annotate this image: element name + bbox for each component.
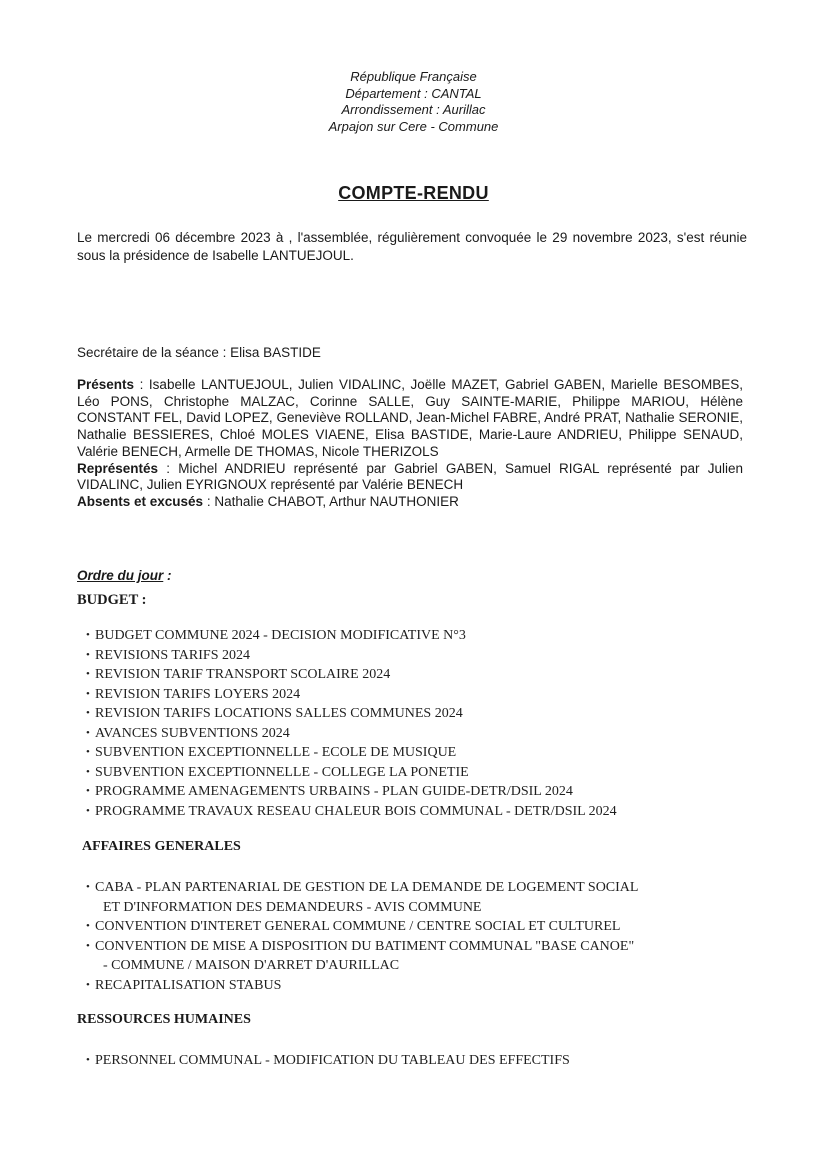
document-header bbox=[0, 69, 827, 135]
presents-label: Présents bbox=[77, 377, 135, 392]
representes-paragraph bbox=[77, 461, 743, 494]
list-item bbox=[86, 917, 638, 937]
header-republique: République Française bbox=[350, 69, 477, 84]
list-item: • SUBVENTION EXCEPTIONNELLE - ECOLE DE MUSIQUE bbox=[86, 743, 617, 763]
absents-label: Absents et excusés bbox=[77, 493, 204, 509]
representes-label: Représentés bbox=[77, 460, 159, 476]
list-item: • AVANCES SUBVENTIONS 2024 bbox=[86, 724, 617, 744]
list-item-line1: CONVENTION DE MISE A DISPOSITION DU BATIMENT COMMUNAL "BASE CANOE" bbox=[95, 938, 635, 954]
document-title: COMPTE-RENDU bbox=[338, 183, 489, 203]
list-item: • REVISION TARIFS LOCATIONS SALLES COMMUNES 2024 bbox=[86, 704, 617, 724]
presents-list: : Isabelle LANTUEJOUL, Julien VIDALINC, Joëlle MAZET, Gabriel GABEN, Marielle BESOMBES, Léo PONS, Christophe MALZAC, Corinne SALLE, Guy SAINTE-MARIE, Philippe MARIOU, Hélène CONSTANT FEL, David LOPEZ, Geneviève ROLLAND, Jean-Michel FABRE, André PRAT, Nathalie SERONIE, Nathalie BESSIERES, Chloé MOLES VIAENE, Elisa BASTIDE, Marie-Laure ANDRIEU, Philippe SENAUD, Valérie BENECH, Armelle DE THOMAS, Nicole THERIZOLS bbox=[77, 377, 743, 459]
representes-list: : Michel ANDRIEU représenté par Gabriel GABEN, Samuel RIGAL représenté par Julien VIDALINC, Julien EYRIGNOUX représenté par Valérie BENECH bbox=[77, 460, 743, 493]
list-item-line2: ET D'INFORMATION DES DEMANDEURS - AVIS COMMUNE bbox=[103, 899, 482, 915]
list-item: • PERSONNEL COMMUNAL - MODIFICATION DU TABLEAU DES EFFECTIFS bbox=[86, 1051, 570, 1071]
list-item: • REVISION TARIFS LOYERS 2024 bbox=[86, 685, 617, 705]
list-item: • REVISION TARIF TRANSPORT SCOLAIRE 2024 bbox=[86, 665, 617, 685]
list-item-line1: CABA - PLAN PARTENARIAL DE GESTION DE LA DEMANDE DE LOGEMENT SOCIAL bbox=[95, 880, 639, 895]
presents-paragraph bbox=[77, 377, 743, 461]
list-item-line1: RECAPITALISATION STABUS bbox=[95, 977, 282, 993]
affaires-list bbox=[86, 878, 638, 995]
agenda-heading-label: Ordre du jour bbox=[77, 568, 164, 583]
agenda-heading-suffix: : bbox=[163, 568, 172, 583]
list-item bbox=[86, 976, 638, 996]
section-title-budget: BUDGET : bbox=[77, 592, 147, 608]
list-item: • SUBVENTION EXCEPTIONNELLE - COLLEGE LA PONETIE bbox=[86, 763, 617, 783]
attendance-block bbox=[77, 377, 743, 511]
section-title-rh: RESSOURCES HUMAINES bbox=[77, 1012, 251, 1027]
budget-list bbox=[86, 626, 617, 821]
rh-list bbox=[86, 1051, 570, 1071]
section-title-affaires: AFFAIRES GENERALES bbox=[82, 839, 241, 854]
list-item bbox=[86, 878, 638, 917]
absents-list: : Nathalie CHABOT, Arthur NAUTHONIER bbox=[203, 493, 459, 509]
list-item: • BUDGET COMMUNE 2024 - DECISION MODIFICATIVE N°3 bbox=[86, 626, 617, 646]
intro-paragraph: Le mercredi 06 décembre 2023 à , l'assemblée, régulièrement convoquée le 29 novembre 2023, s'est réunie sous la présidence de Isabelle LANTUEJOUL. bbox=[77, 230, 747, 263]
agenda-heading bbox=[77, 568, 172, 583]
absents-paragraph bbox=[77, 494, 743, 511]
secretary-line: Secrétaire de la séance : Elisa BASTIDE bbox=[77, 345, 321, 360]
header-arrondissement: Arrondissement : Aurillac bbox=[341, 102, 486, 117]
list-item-line2: - COMMUNE / MAISON D'ARRET D'AURILLAC bbox=[103, 958, 400, 973]
header-departement: Département : CANTAL bbox=[345, 85, 482, 101]
list-item bbox=[86, 937, 638, 976]
header-commune: Arpajon sur Cere - Commune bbox=[328, 118, 499, 134]
list-item-line1: CONVENTION D'INTERET GENERAL COMMUNE / CENTRE SOCIAL ET CULTUREL bbox=[95, 919, 621, 934]
list-item: • PROGRAMME AMENAGEMENTS URBAINS - PLAN GUIDE-DETR/DSIL 2024 bbox=[86, 782, 617, 802]
list-item: • PROGRAMME TRAVAUX RESEAU CHALEUR BOIS COMMUNAL - DETR/DSIL 2024 bbox=[86, 802, 617, 822]
list-item: • REVISIONS TARIFS 2024 bbox=[86, 646, 617, 666]
